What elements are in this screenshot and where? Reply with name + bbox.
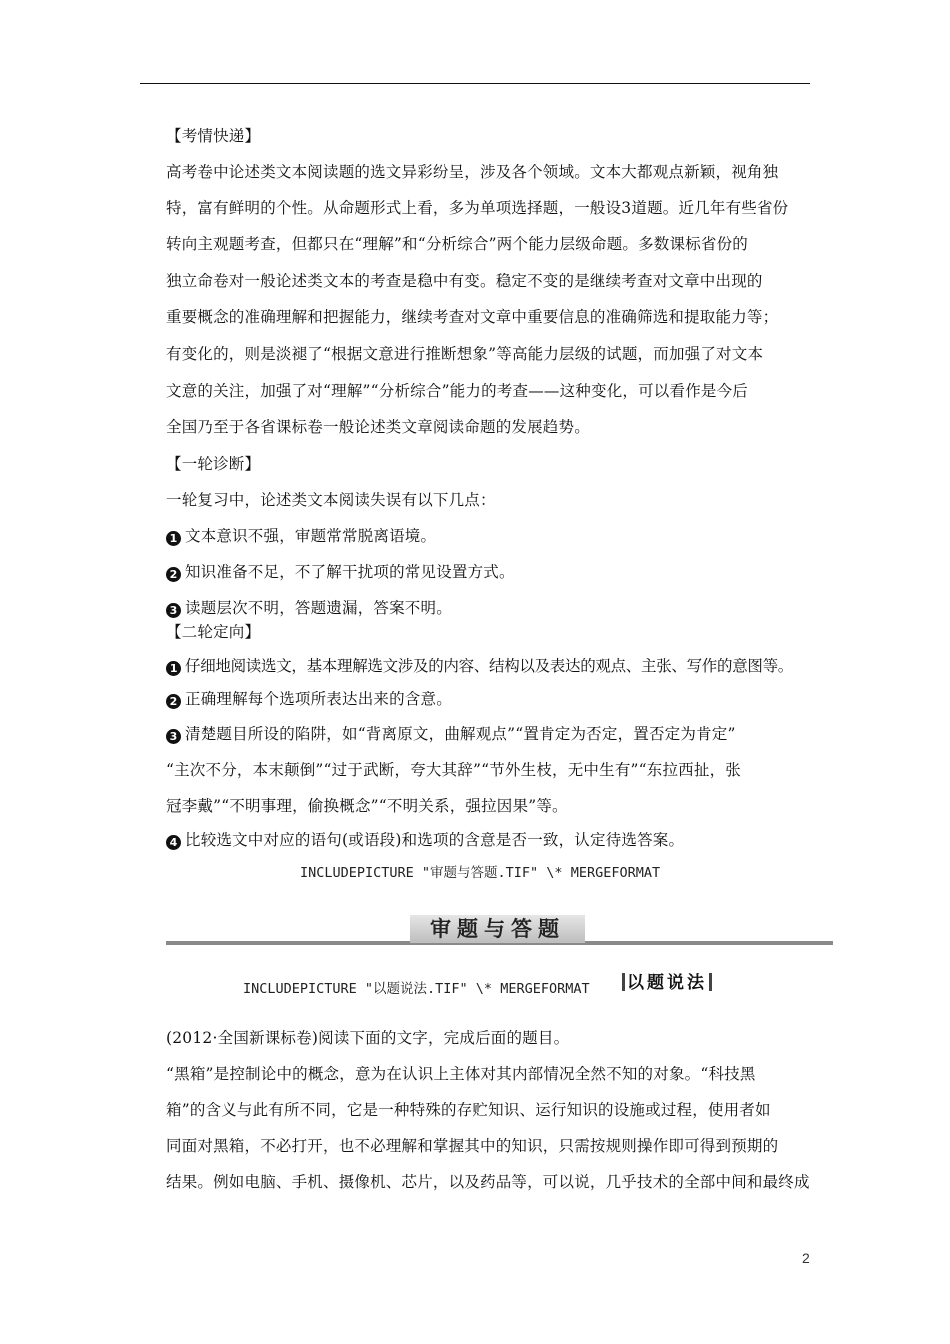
numbered-bullet-icon: 1 [166, 531, 181, 546]
paragraph-line: 箱”的含义与此有所不同，它是一种特殊的存贮知识、运行知识的设施或过程，使用者如 [166, 1101, 771, 1119]
paragraph-line: “主次不分，本末颠倒”“过于武断，夸大其辞”“节外生枝，无中生有”“东拉西扯，张 [166, 761, 741, 779]
page-number: 2 [802, 1250, 810, 1266]
field-code-text: INCLUDEPICTURE "审题与答题.TIF" \* MERGEFORMAT [300, 865, 661, 881]
header-rule [140, 83, 810, 84]
list-item: 3 读题层次不明，答题遗漏，答案不明。 [166, 598, 826, 618]
numbered-bullet-icon: 3 [166, 603, 181, 618]
section-tag: 以题说法 [620, 972, 714, 994]
list-item: 3 清楚题目所设的陷阱，如“背离原文，曲解观点”“置肯定为否定，置否定为肯定” [166, 724, 826, 744]
paragraph-line: 冠李戴”“不明事理，偷换概念”“不明关系，强拉因果”等。 [166, 797, 568, 815]
section-banner: 审题与答题 [410, 915, 585, 943]
list-item: 1 文本意识不强，审题常常脱离语境。 [166, 526, 826, 546]
numbered-bullet-icon: 2 [166, 567, 181, 582]
section-heading-kaoqing: 【考情快递】 [166, 127, 261, 145]
paragraph-line: 独立命卷对一般论述类文本的考查是稳中有变。稳定不变的是继续考查对文章中出现的 [166, 272, 763, 290]
paragraph-line: 特，富有鲜明的个性。从命题形式上看，多为单项选择题，一般设3道题。近几年有些省份 [166, 199, 789, 217]
section-heading-erlun: 【二轮定向】 [166, 623, 261, 641]
paragraph-line: 同面对黑箱，不必打开，也不必理解和掌握其中的知识，只需按规则操作即可得到预期的 [166, 1137, 779, 1155]
paragraph-line: “黑箱”是控制论中的概念，意为在认识上主体对其内部情况全然不知的对象。“科技黑 [166, 1065, 756, 1083]
paragraph-line: 结果。例如电脑、手机、摄像机、芯片，以及药品等，可以说，几乎技术的全部中间和最终成 [166, 1173, 810, 1191]
paragraph-line: 文意的关注，加强了对“理解”“分析综合”能力的考查——这种变化，可以看作是今后 [166, 382, 748, 400]
tag-bar-icon [622, 973, 625, 991]
paragraph-line: 高考卷中论述类文本阅读题的选文异彩纷呈，涉及各个领域。文本大都观点新颖，视角独 [166, 163, 779, 181]
list-item: 1 仔细地阅读选文，基本理解选文涉及的内容、结构以及表达的观点、主张、写作的意图等。 [166, 656, 826, 676]
paragraph-line: 全国乃至于各省课标卷一般论述类文章阅读命题的发展趋势。 [166, 418, 590, 436]
numbered-bullet-icon: 4 [166, 835, 181, 850]
tag-bar-icon [709, 973, 712, 991]
section-heading-yilun: 【一轮诊断】 [166, 455, 261, 473]
list-item: 2 知识准备不足，不了解干扰项的常见设置方式。 [166, 562, 826, 582]
numbered-bullet-icon: 2 [166, 694, 181, 709]
paragraph-line: 有变化的，则是淡褪了“根据文意进行推断想象”等高能力层级的试题，而加强了对文本 [166, 345, 764, 363]
list-item: 2 正确理解每个选项所表达出来的含意。 [166, 689, 826, 709]
example-source: (2012·全国新课标卷)阅读下面的文字，完成后面的题目。 [166, 1029, 570, 1047]
paragraph-line: 一轮复习中，论述类文本阅读失误有以下几点： [166, 491, 496, 509]
paragraph-line: 转向主观题考查，但都只在“理解”和“分析综合”两个能力层级命题。多数课标省份的 [166, 235, 748, 253]
numbered-bullet-icon: 1 [166, 661, 181, 676]
numbered-bullet-icon: 3 [166, 729, 181, 744]
list-item: 4 比较选文中对应的语句(或语段)和选项的含意是否一致，认定待选答案。 [166, 830, 826, 850]
paragraph-line: 重要概念的准确理解和把握能力，继续考查对文章中重要信息的准确筛选和提取能力等； [166, 308, 779, 326]
field-code-text: INCLUDEPICTURE "以题说法.TIF" \* MERGEFORMAT [243, 981, 590, 997]
